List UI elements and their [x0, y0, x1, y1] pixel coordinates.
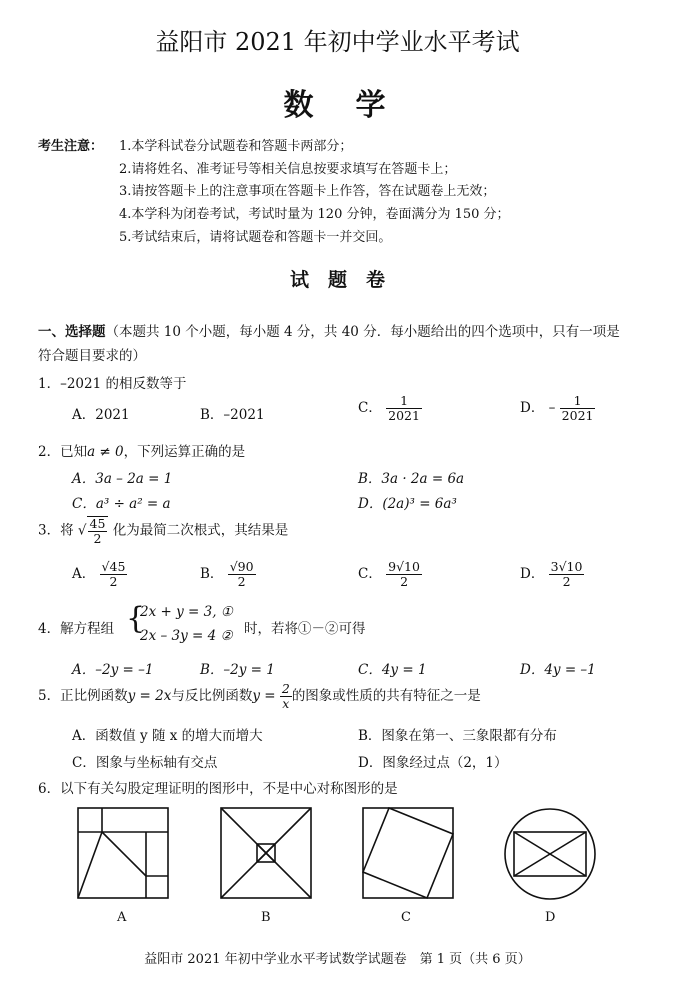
q3-option-d [520, 560, 584, 589]
fraction-denominator: x [282, 695, 290, 711]
q5-fraction [280, 682, 292, 711]
fraction-denominator: 2 [109, 573, 118, 589]
q3-stem-post: 化为最简二次根式，其结果是 [112, 522, 289, 539]
q1-option-b: B．–2021 [200, 407, 265, 423]
q3-option-b-fraction [228, 560, 256, 589]
fraction-denominator: 2021 [388, 407, 420, 423]
fraction-numerator: 3√10 [550, 559, 583, 574]
q2-stem-math: a ≠ 0 [87, 444, 124, 460]
q5-formula-2: y = [252, 687, 276, 704]
part1-heading-line2: 符合题目要求的） [38, 348, 146, 364]
subject-title: 数 学 [283, 88, 392, 123]
q3-option-c-fraction [386, 560, 422, 589]
q5-stem [38, 682, 481, 711]
fraction-numerator: 9√10 [388, 559, 420, 574]
notice-item-2: 2.请将姓名、准考证号等相关信息按要求填写在答题卡上； [119, 162, 457, 177]
q5-option-c: C．图象与坐标轴有交点 [72, 755, 218, 771]
q2-option-b: B．3a · 2a = 6a [358, 471, 465, 487]
q4-stem-pre: 4．解方程组 [38, 621, 115, 637]
q6-figure-d [502, 806, 598, 902]
notice-item-1: 1.本学科试卷分试题卷和答题卡两部分； [119, 139, 353, 154]
fraction-numerator: √45 [101, 559, 126, 574]
page-footer: 益阳市 2021 年初中学业水平考试数学试题卷 第 1 页（共 6 页） [144, 952, 531, 967]
q1-stem: 1．–2021 的相反数等于 [38, 376, 187, 392]
q5-stem-mid: 与反比例函数 [171, 687, 253, 704]
q4-option-c: C．4y = 1 [358, 662, 427, 678]
q3-option-b-prefix: B． [200, 565, 224, 582]
q5-formula-1: y = 2x [127, 687, 172, 704]
section-title: 试 题 卷 [289, 269, 385, 291]
q4-stem-post: 时，若将①－②可得 [244, 621, 366, 637]
q3-stem [38, 516, 288, 546]
q5-option-a: A．函数值 y 随 x 的增大而增大 [72, 728, 263, 744]
q2-option-d: D．(2a)³ = 6a³ [358, 496, 457, 512]
q6-figure-b [219, 806, 313, 900]
q3-option-a [72, 560, 127, 589]
fraction-numerator: 1 [560, 394, 596, 409]
fraction-numerator: 2 [281, 681, 290, 696]
q2-stem-pre: 2．已知 [38, 444, 88, 460]
q2-option-a: A．3a – 2a = 1 [72, 471, 173, 487]
fraction-denominator: 2 [93, 530, 102, 546]
q2-stem [38, 440, 245, 460]
q3-option-a-prefix: A． [72, 565, 96, 582]
q1-option-c [358, 394, 422, 423]
q4-option-a: A．–2y = –1 [72, 662, 154, 678]
q2-option-c: C．a³ ÷ a² = a [72, 496, 171, 512]
brace-symbol: { [126, 601, 146, 636]
q4-option-d: D．4y = –1 [520, 662, 596, 678]
q3-option-c [358, 560, 422, 589]
fraction-denominator: 2 [237, 573, 246, 589]
fraction-numerator: √90 [229, 559, 254, 574]
q3-option-c-prefix: C． [358, 565, 382, 582]
q3-option-d-fraction [549, 560, 585, 589]
part1-heading [38, 320, 620, 340]
q3-option-a-fraction [100, 560, 128, 589]
q6-figure-d-label: D [545, 910, 556, 925]
q5-stem-pre: 5．正比例函数 [38, 687, 128, 704]
notice-item-5: 5.考试结束后，请将试题卷和答题卡一并交回。 [119, 230, 392, 245]
q4-equation-2: 2x – 3y = 4 ② [140, 628, 233, 644]
q1-option-c-fraction [386, 394, 422, 423]
q1-option-d-prefix: D． – [520, 399, 556, 416]
q1-option-d-fraction [560, 394, 596, 423]
q3-radical-fraction [87, 516, 109, 546]
q3-option-b [200, 560, 256, 589]
fraction-numerator: 45 [89, 516, 106, 531]
fraction-denominator: 2 [400, 573, 409, 589]
q4-option-b: B．–2y = 1 [200, 662, 275, 678]
fraction-numerator: 1 [386, 394, 422, 409]
notice-item-4: 4.本学科为闭卷考试，考试时量为 120 分钟，卷面满分为 150 分； [119, 207, 510, 222]
exam-title: 益阳市 2021 年初中学业水平考试 [155, 28, 520, 56]
q6-stem: 6．以下有关勾股定理证明的图形中，不是中心对称图形的是 [38, 781, 398, 797]
q5-option-b: B．图象在第一、三象限都有分布 [358, 728, 557, 744]
notice-label: 考生注意： [38, 139, 104, 154]
q5-option-d: D．图象经过点（2，1） [358, 755, 508, 771]
part1-heading-bold: 一、选择题 [38, 324, 106, 340]
notice-item-3: 3.请按答题卡上的注意事项在答题卡上作答，答在试题卷上无效； [119, 184, 496, 199]
q6-figure-c-label: C [401, 910, 411, 925]
q3-stem-pre: 3．将 [38, 522, 74, 539]
q6-figure-b-label: B [261, 910, 271, 925]
fraction-denominator: 2 [562, 573, 571, 589]
q5-stem-post: 的图象或性质的共有特征之一是 [291, 687, 481, 704]
q1-option-d [520, 394, 595, 423]
q6-figure-a-label: A [117, 910, 127, 925]
q3-radical: √ $\frac{45}{2}$ [78, 516, 109, 546]
q3-option-d-prefix: D． [520, 565, 545, 582]
q6-figure-a [76, 806, 170, 900]
fraction-denominator: 2021 [561, 407, 594, 423]
part1-heading-rest: （本题共 10 个小题，每小题 4 分，共 40 分．每小题给出的四个选项中，只有一项是 [105, 324, 620, 340]
q1-option-a: A．2021 [72, 407, 130, 423]
q4-equation-1: 2x + y = 3, ① [140, 604, 233, 620]
q6-figure-c [361, 806, 455, 900]
q2-stem-post: ，下列运算正确的是 [123, 444, 246, 460]
q1-option-c-prefix: C． [358, 399, 382, 416]
